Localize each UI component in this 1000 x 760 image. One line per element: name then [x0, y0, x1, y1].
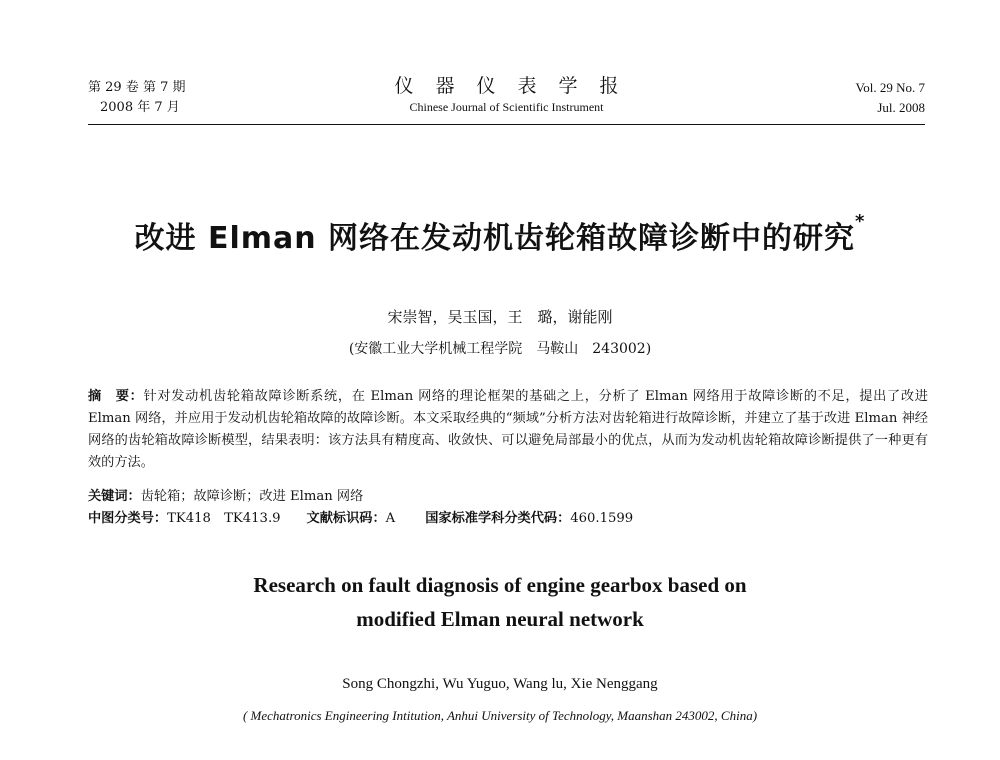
- paper-title-en-line1: Research on fault diagnosis of engine gearbox based on: [253, 573, 747, 597]
- authors-cn: 宋崇智，吴玉国，王 璐，谢能刚: [387, 308, 613, 326]
- paper-title-en-line2: modified Elman neural network: [356, 607, 644, 631]
- doc-code-label: 文献标识码：: [306, 511, 386, 526]
- affiliation-cn: (安徽工业大学机械工程学院 马鞍山 243002): [348, 341, 652, 357]
- abstract: [88, 386, 928, 474]
- paper-title-cn: [0, 213, 1000, 257]
- abstract-label: 摘 要：: [88, 389, 144, 404]
- journal-name-en: Chinese Journal of Scientific Instrument: [409, 100, 604, 114]
- date-cn: 2008 年 7 月: [100, 100, 180, 115]
- classification-line: [88, 508, 928, 530]
- header-center: [88, 74, 925, 116]
- authors-en: Song Chongzhi, Wu Yuguo, Wang lu, Xie Nenggang: [342, 676, 658, 692]
- std-code-value: 460.1599: [570, 511, 634, 526]
- clc-value: TK418 TK413.9: [167, 511, 281, 526]
- title-footnote-mark: *: [855, 211, 866, 232]
- keywords-label: 关键词：: [88, 489, 141, 504]
- doc-code-value: A: [385, 511, 396, 526]
- journal-name-cn: 仪器仪表学报: [394, 75, 641, 97]
- keywords: [88, 486, 928, 508]
- keywords-text: 齿轮箱；故障诊断；改进 Elman 网络: [140, 489, 364, 504]
- clc-label: 中图分类号：: [88, 511, 168, 526]
- abstract-text: 针对发动机齿轮箱故障诊断系统，在 Elman 网络的理论框架的基础之上，分析了 Elman 网络用于故障诊断的不足，提出了改进 Elman 网络，并应用于发动机齿轮箱故障的故障诊断。本文采取经典的“频域”分析方法对齿轮箱进行故障诊断，并建立了基于改进 Elman 神经网络的齿轮箱故障诊断模型，结果表明：该方法具有精度高、收敛快、可以避免局部最小的优点，从而为发动机齿轮箱故障诊断提供了一种更有效的方法。: [88, 389, 928, 470]
- affiliation-en: ( Mechatronics Engineering Intitution, Anhui University of Technology, Maanshan 243002, China): [242, 708, 758, 723]
- header-rule: [88, 124, 925, 125]
- volume-issue-en: Vol. 29 No. 7: [855, 80, 925, 95]
- paper-title-cn-text: 改进 Elman 网络在发动机齿轮箱故障诊断中的研究: [134, 221, 856, 256]
- running-header: [88, 75, 925, 124]
- date-en: Jul. 2008: [877, 100, 925, 115]
- std-code-label: 国家标准学科分类代码：: [425, 511, 571, 526]
- volume-issue-cn: 第 29 卷 第 7 期: [88, 80, 186, 95]
- header-right: [856, 78, 925, 118]
- paper-title-en: [0, 568, 1000, 636]
